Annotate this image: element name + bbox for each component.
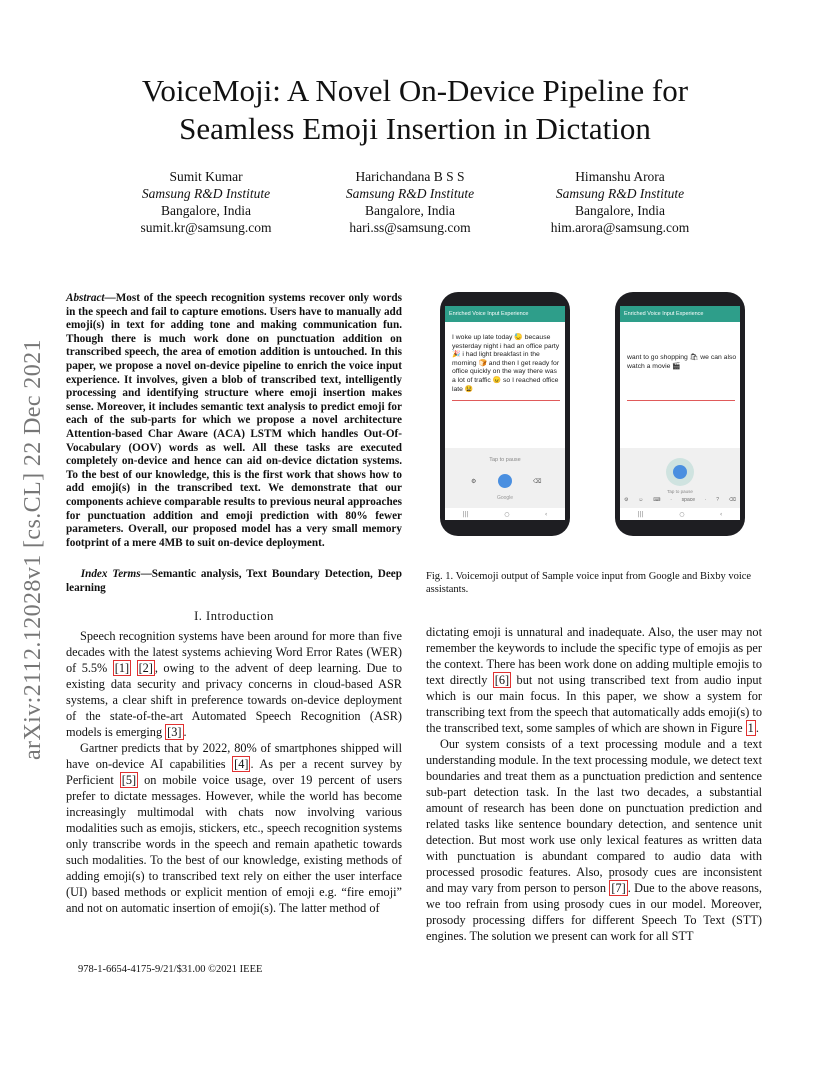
- back-icon[interactable]: ‹: [544, 510, 548, 518]
- phone-screen: [445, 306, 565, 520]
- phone-google: [440, 292, 570, 536]
- paragraph: Our system consists of a text processing module and a text understanding module. In the text processing module, we detect text boundaries and treat them as a punctuation prediction and sentence sub-part detection task. In the last two decades, a substantial amount of research has been done on punctuation prediction and related tasks like sentence boundary detection, and sentence unit detection. But most work use only lexical features as written data with punctuation is abundant compared to audio data with processed prosodic features. Also, prosody cues are inconsistent and may vary from person to person [7] . Due to the above reasons, we too refrain from using prosody cues in our model. Moreover, prosody processing differs for different Speech To Text (STT) engines. The solution we present can work for all STT: [426, 737, 762, 943]
- recents-icon[interactable]: |||: [637, 510, 644, 518]
- author-affiliation: Samsung R&D Institute: [555, 186, 685, 201]
- settings-icon[interactable]: ⚙: [471, 479, 477, 485]
- keyboard-layout-key[interactable]: ⌨: [653, 497, 661, 503]
- keyboard-space-key[interactable]: space: [681, 497, 696, 503]
- citation-link[interactable]: [4]: [234, 757, 249, 771]
- author-block-2: [310, 168, 510, 236]
- left-column: [66, 628, 402, 916]
- tap-to-pause-label: Tap to pause: [489, 457, 521, 463]
- citation-link[interactable]: [7]: [611, 881, 626, 895]
- author-city: Bangalore, India: [161, 203, 251, 218]
- citation-link[interactable]: [1]: [114, 661, 130, 675]
- paragraph: Speech recognition systems have been around for more than five decades with the latest systems achieving Word Error Rates (WER) of 5.5% [1] [2] , owing to the advent of deep learning. Due to existing data security and privacy concerns in cloud-based ASR systems, a clear shift in preference towards on-device deployment of the state-of-the-art Automated Speech Recognition (ASR) models is emerging [3] .: [66, 629, 402, 739]
- back-icon[interactable]: ‹: [719, 510, 723, 518]
- abstract: [66, 292, 402, 550]
- tap-to-pause-label: Tap to pause: [667, 489, 693, 494]
- author-city: Bangalore, India: [365, 203, 455, 218]
- paragraph: dictating emoji is unnatural and inadequate. Also, the user may not remember the keywords to include the specific type of emojis as per the context. There has been work done on adding multiple emojis to text directly [6] but not using transcribed text from audio input which is our main focus. In this paper, we show a system for transcribing text from the speech that automatically adds emoji(s) to the transcribed text, some samples of which are shown in Figure 1 .: [426, 625, 762, 735]
- citation-link[interactable]: [5]: [121, 773, 137, 787]
- citation-link[interactable]: [3]: [167, 725, 182, 739]
- transcribed-text: want to go shopping 🛍 we can also watch a movie 🎬: [627, 354, 737, 370]
- paragraph: Gartner predicts that by 2022, 80% of smartphones shipped will have on-device AI capabilities [4] . As per a recent survey by Perficient [5] on mobile voice usage, over 19 percent of users prefer to dictate messages. However, while the world has become increasingly multimodal with chats now involving various modalities such as emojis, stickers, etc., speech recognition systems only transcribe words in the speech and remain apathetic towards such modalities. To the best of our knowledge, existing methods of adding emoji(s) to transcribed text rely on either the user interface (UI) based methods or explicit mention of emoji e.g. “fire emoji” and not on automatic insertion of emoji(s). The latter method of: [66, 741, 403, 915]
- google-brand: Google: [496, 495, 514, 501]
- title-line-2: Seamless Emoji Insertion in Dictation: [179, 111, 651, 146]
- home-icon[interactable]: ○: [504, 510, 510, 518]
- android-nav-bar: [445, 508, 565, 520]
- text-underline: [452, 400, 560, 401]
- index-terms-label: Index Terms: [80, 568, 141, 580]
- author-block-1: [106, 168, 306, 236]
- author-email[interactable]: sumit.kr@samsung.com: [140, 220, 272, 235]
- title-line-1: VoiceMoji: A Novel On-Device Pipeline for: [141, 73, 689, 108]
- citation-link[interactable]: [6]: [494, 673, 510, 687]
- index-terms-text: —Semantic analysis, Text Boundary Detection, Deep learning: [66, 568, 402, 594]
- transcribed-text: I woke up late today 😓 because yesterday night i had an office party 🎉 i had light breakfast in the morning 🍞 and then I get ready for office quickly on the way there was a lot of traffic 😠 so I reached office late 😫: [452, 334, 560, 393]
- app-bar: Enriched Voice Input Experience: [620, 306, 740, 322]
- author-affiliation: Samsung R&D Institute: [141, 186, 271, 201]
- author-name: Harichandana B S S: [355, 169, 465, 184]
- copyright-footer: 978-1-6654-4175-9/21/$31.00 ©2021 IEEE: [78, 964, 263, 975]
- author-email[interactable]: him.arora@samsung.com: [550, 220, 690, 235]
- author-affiliation: Samsung R&D Institute: [345, 186, 475, 201]
- recents-icon[interactable]: |||: [462, 510, 469, 518]
- phone-bixby: [615, 292, 745, 536]
- arxiv-stamp: arXiv:2112.12028v1 [cs.CL] 22 Dec 2021: [20, 339, 46, 760]
- app-bar: Enriched Voice Input Experience: [445, 306, 565, 322]
- keyboard-dot-key[interactable]: ·: [704, 497, 707, 503]
- keyboard-emoji-key[interactable]: ☺: [638, 497, 644, 503]
- keyboard-dot-key[interactable]: ·: [670, 497, 672, 503]
- right-column: [426, 624, 762, 944]
- author-city: Bangalore, India: [575, 203, 665, 218]
- citation-link[interactable]: [2]: [138, 661, 153, 675]
- abstract-label: Abstract: [66, 292, 105, 304]
- phone-screen: [620, 306, 740, 520]
- android-nav-bar: [620, 508, 740, 520]
- figure-link[interactable]: 1: [747, 721, 754, 735]
- microphone-icon[interactable]: [498, 474, 512, 488]
- author-email[interactable]: hari.ss@samsung.com: [349, 220, 471, 235]
- paper-title: [60, 72, 770, 148]
- home-icon[interactable]: ○: [679, 510, 685, 518]
- keyboard-question-key[interactable]: ?: [716, 497, 720, 503]
- section-heading: I. Introduction: [194, 609, 274, 623]
- author-name: Himanshu Arora: [575, 169, 665, 184]
- text-underline: [627, 400, 735, 401]
- author-name: Sumit Kumar: [169, 169, 243, 184]
- keyboard-row: [624, 496, 736, 505]
- microphone-icon[interactable]: [673, 465, 687, 479]
- author-block-3: [520, 168, 720, 236]
- figure-caption: Fig. 1. Voicemoji output of Sample voice input from Google and Bixby voice assistants.: [426, 571, 752, 595]
- keyboard-backspace-key[interactable]: ⌫: [728, 497, 736, 503]
- abstract-text: —Most of the speech recognition systems recover only words in the speech and fail to capture emotions. Users have to manually add emoji(s) in text for adding tone and making communication fun. Though there is much work done on punctuation addition on transcribed speech, the area of emotion addition is untouched. In this paper, we propose a novel on-device pipeline to enrich the voice input experience. It involves, given a blob of transcribed text, intelligently processing and identifying structure where emoji insertion makes sense. Moreover, it includes semantic text analysis to predict emoji for each of the sub-parts for which we propose a novel architecture Attention-based Char Aware (ACA) LSTM which handles Out-Of-Vocabulary (OOV) words as well. All these tasks are executed completely on-device and hence can aid on-device dictation systems. To the best of our knowledge, this is the first work that shows how to add emoji(s) in the transcribed text. We demonstrate that our components achieve comparable results to previous neural approaches for punctuation addition and emoji prediction with 80% fewer parameters. Overall, our proposed model has a very small memory footprint of a mere 4MB to suit on-device deployment.: [66, 292, 402, 549]
- backspace-icon[interactable]: ⌫: [533, 479, 542, 485]
- index-terms: [66, 568, 402, 595]
- keyboard-settings-key[interactable]: ⚙: [624, 497, 629, 503]
